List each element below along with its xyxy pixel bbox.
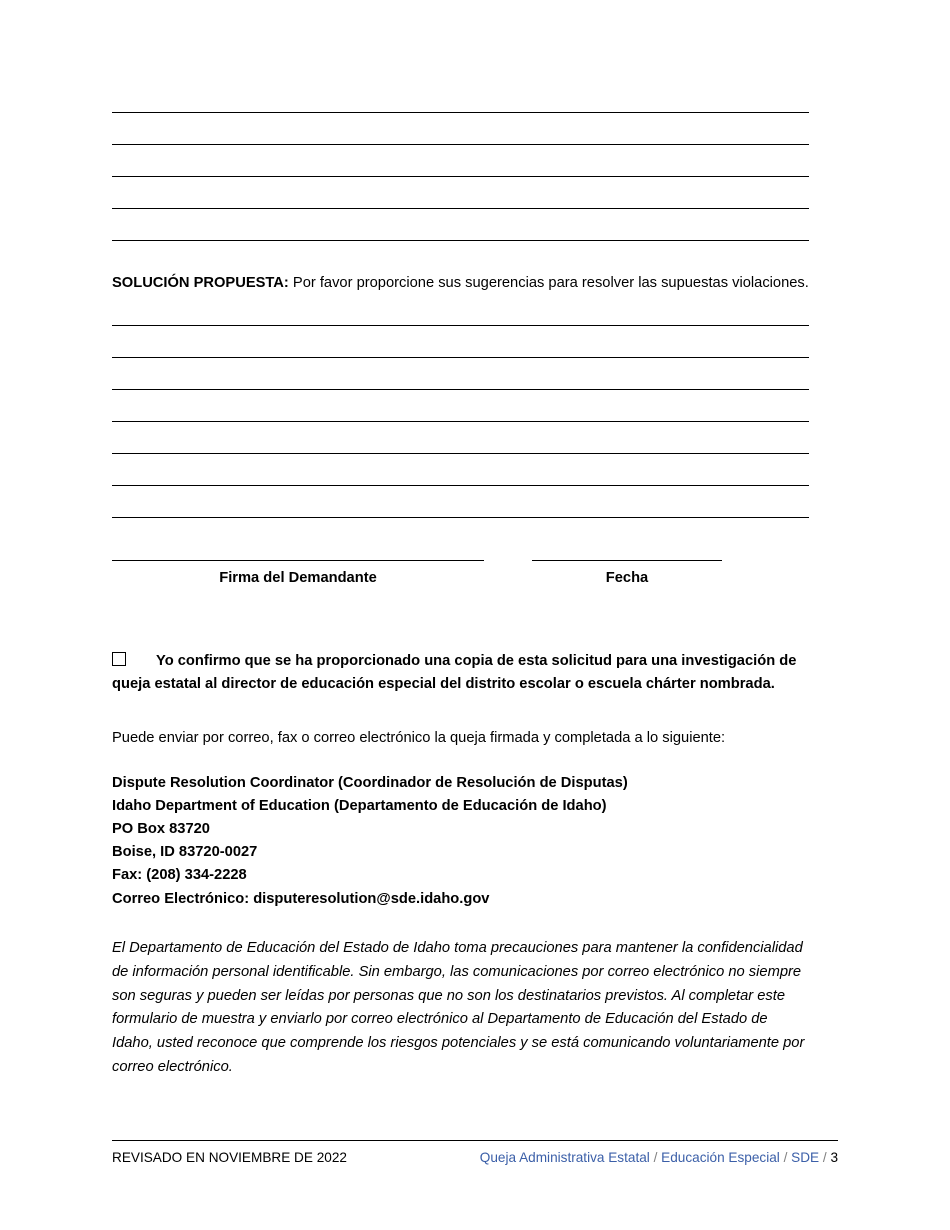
footer-separator: / bbox=[779, 1150, 792, 1165]
signature-line[interactable] bbox=[112, 560, 484, 561]
footer-meta bbox=[480, 1150, 838, 1165]
footer-row bbox=[112, 1150, 838, 1170]
footer-divider bbox=[112, 1140, 838, 1141]
confirmation-checkbox[interactable] bbox=[112, 652, 126, 666]
address-line: Dispute Resolution Coordinator (Coordinador de Resolución de Disputas) bbox=[112, 774, 628, 791]
proposed-solution-label: SOLUCIÓN PROPUESTA: bbox=[112, 275, 289, 291]
footer-page-number: 3 bbox=[830, 1150, 838, 1165]
document-body bbox=[112, 112, 812, 1080]
address-line-email[interactable]: Correo Electrónico: disputeresolution@sde.idaho.gov bbox=[112, 890, 490, 907]
address-line: Idaho Department of Education (Departamento de Educación de Idaho) bbox=[112, 797, 607, 814]
signature-label: Firma del Demandante bbox=[219, 569, 377, 586]
write-in-line[interactable] bbox=[112, 208, 809, 209]
confirmation-row bbox=[112, 650, 812, 697]
write-in-line[interactable] bbox=[112, 485, 809, 486]
answer-lines-block-top bbox=[112, 112, 812, 241]
write-in-line[interactable] bbox=[112, 517, 809, 518]
address-line: Boise, ID 83720-0027 bbox=[112, 844, 258, 861]
write-in-line[interactable] bbox=[112, 325, 809, 326]
footer-separator: / bbox=[649, 1150, 662, 1165]
footer-section: Educación Especial bbox=[661, 1150, 780, 1165]
signature-row bbox=[112, 560, 812, 600]
footer-revision-date: REVISADO EN NOVIEMBRE DE 2022 bbox=[112, 1150, 347, 1165]
write-in-line[interactable] bbox=[112, 112, 809, 113]
write-in-line[interactable] bbox=[112, 421, 809, 422]
confidentiality-notice: El Departamento de Educación del Estado de Idaho toma precauciones para mantener la confidencialidad de información personal identificable. Sin embargo, las comunicaciones por correo electrónico no siempre son seguras y pueden ser leídas por personas que no son los destinatarios previstos. Al completar este formulario de muestra y enviarlo por correo electrónico al Departamento de Educación del Estado de Idaho, usted reconoce que comprende los riesgos potenciales y se está comunicando voluntariamente por correo electrónico. bbox=[112, 939, 805, 1075]
footer-agency: SDE bbox=[791, 1150, 820, 1165]
write-in-line[interactable] bbox=[112, 144, 809, 145]
write-in-line[interactable] bbox=[112, 453, 809, 454]
date-label: Fecha bbox=[605, 569, 649, 586]
write-in-line[interactable] bbox=[112, 389, 809, 390]
address-line: PO Box 83720 bbox=[112, 821, 210, 838]
answer-lines-block-solution bbox=[112, 325, 812, 518]
send-instructions: Puede enviar por correo, fax o correo electrónico la queja firmada y completada a lo siguiente: bbox=[112, 729, 726, 746]
footer-separator: / bbox=[819, 1150, 831, 1165]
address-line: Fax: (208) 334-2228 bbox=[112, 867, 247, 884]
write-in-line[interactable] bbox=[112, 357, 809, 358]
write-in-line[interactable] bbox=[112, 240, 809, 241]
proposed-solution-paragraph bbox=[112, 272, 812, 295]
contact-address-block bbox=[112, 772, 812, 911]
confirmation-text: Yo confirmo que se ha proporcionado una copia de esta solicitud para una investigación de queja estatal al director de educación especial del distrito escolar o escuela chárter nombrada. bbox=[112, 652, 797, 693]
date-line[interactable] bbox=[532, 560, 722, 561]
page-footer bbox=[112, 1140, 838, 1170]
write-in-line[interactable] bbox=[112, 176, 809, 177]
proposed-solution-text: Por favor proporcione sus sugerencias para resolver las supuestas violaciones. bbox=[288, 275, 809, 291]
footer-title: Queja Administrativa Estatal bbox=[479, 1150, 650, 1165]
